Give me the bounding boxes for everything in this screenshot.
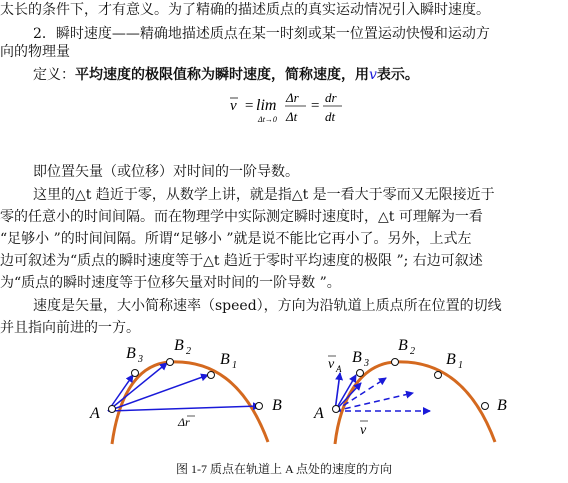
formula-num1: Δr <box>286 90 299 105</box>
right-point-b3 <box>357 370 364 377</box>
figure-caption: 图 1-7 质点在轨道上 A 点处的速度的方向 <box>175 462 392 476</box>
paragraph-line: 零的任意小的时间间隔。而在物理学中实际测定瞬时速度时，△t 可理解为一看 <box>0 209 483 225</box>
section-heading-line: 2．瞬时速度——精确地描述质点在某一时刻或某一位置运动快慢和运动方 <box>33 26 490 42</box>
right-point-b2 <box>392 359 399 366</box>
paragraph-derivative: 即位置矢量（或位移）对时间的一阶导数。 <box>33 164 299 180</box>
section-heading-line-2: 向的物理量 <box>0 44 70 60</box>
right-diagram <box>313 337 507 444</box>
left-label-b2: B <box>174 337 184 354</box>
left-label-b2-sub: 2 <box>186 346 191 357</box>
formula-lhs: v <box>230 98 237 114</box>
trajectory-figure <box>0 330 568 458</box>
formula-den1: Δt <box>286 109 298 124</box>
paragraph-line: “足够小 ”的时间间隔。所谓“足够小 ”就是说不能比它再小了。另外，上式左 <box>0 231 472 247</box>
right-label-b: B <box>497 397 507 414</box>
definition-var: v <box>369 67 377 83</box>
formula-svg <box>228 88 358 134</box>
left-label-delta-r: Δr <box>178 415 190 429</box>
left-label-b1: B <box>220 351 230 368</box>
definition-text: 平均速度的极限值称为瞬时速度，简称速度，用 <box>75 67 369 83</box>
paragraph-line: 速度是矢量，大小简称速率（speed），方向为沿轨道上质点所在位置的切线 <box>33 298 502 314</box>
right-label-vbar: v <box>360 423 367 438</box>
definition-end: 表示。 <box>376 67 419 83</box>
left-label-b3-sub: 3 <box>138 354 143 365</box>
right-label-a: A <box>314 405 324 422</box>
paragraph-line: 边可叙述为“质点的瞬时速度等于△t 趋近于零时平均速度的极限 ”; 右边可叙述 <box>0 253 483 269</box>
left-point-b <box>256 403 263 410</box>
right-point-b1 <box>435 372 442 379</box>
right-label-b1: B <box>446 351 456 368</box>
left-point-b3 <box>132 370 139 377</box>
right-label-b3-sub: 3 <box>364 358 369 369</box>
left-label-b3: B <box>126 345 136 362</box>
right-label-b2: B <box>398 337 408 354</box>
right-label-va-sub: A <box>336 364 342 374</box>
formula-lim-sub: Δt→0 <box>258 115 277 124</box>
left-label-b1-sub: 1 <box>232 360 237 371</box>
left-arrow-b1 <box>108 375 208 411</box>
formula-den2: dt <box>325 109 336 124</box>
left-point-a <box>109 406 116 413</box>
paragraph-continuation: 太长的条件下，才有意义。为了精确的描述质点的真实运动情况引入瞬时速度。 <box>0 2 490 18</box>
left-diagram <box>89 337 282 444</box>
formula-num2: dr <box>325 90 337 105</box>
left-point-b2 <box>167 359 174 366</box>
left-displacement-arrow <box>108 406 260 411</box>
right-point-a <box>333 406 340 413</box>
left-point-b1 <box>208 372 215 379</box>
right-label-b3: B <box>352 349 362 366</box>
formula-eq1: = <box>244 98 255 114</box>
paragraph-line: 并且指向前进的一方。 <box>0 320 140 336</box>
right-label-b1-sub: 1 <box>458 360 463 371</box>
velocity-formula <box>228 88 358 139</box>
formula-eq2: = <box>310 98 321 114</box>
paragraph-line: 为“质点的瞬时速度等于位移矢量对时间的一阶导数 ”。 <box>0 275 341 291</box>
paragraph-line: 这里的△t 趋近于零，从数学上讲，就是指△t 是一看大于零而又无限接近于 <box>33 187 495 203</box>
definition-line <box>33 66 419 84</box>
right-point-b <box>482 403 489 410</box>
formula-lim: lim <box>256 97 277 114</box>
left-label-a: A <box>90 405 100 422</box>
right-label-va: v <box>328 357 335 372</box>
definition-label: 定义： <box>33 67 75 83</box>
left-label-b: B <box>272 397 282 414</box>
right-label-b2-sub: 2 <box>410 346 415 357</box>
